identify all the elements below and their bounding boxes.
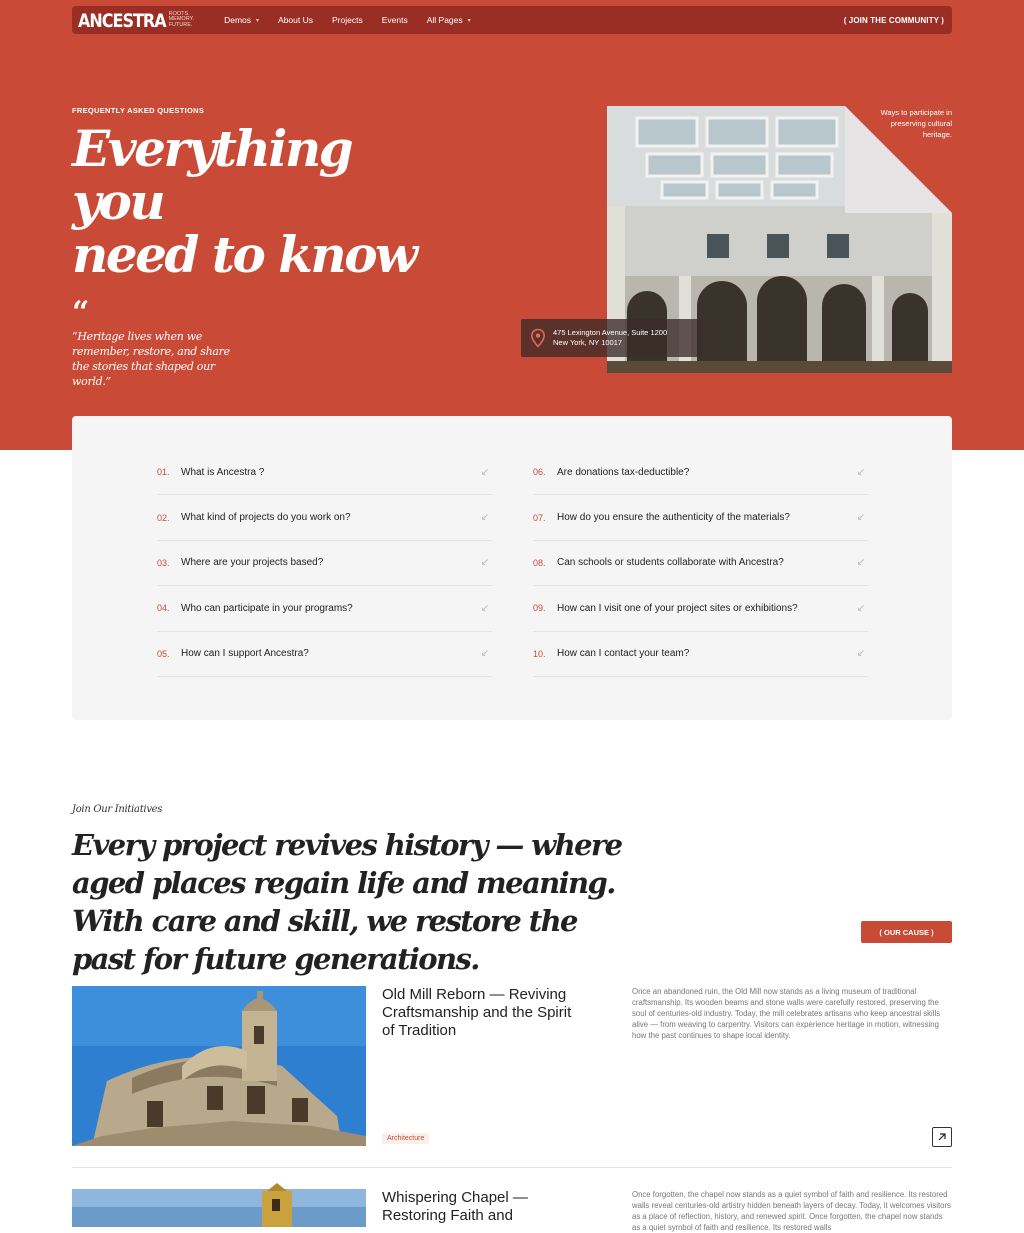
project-image-old-mill[interactable]: [72, 986, 366, 1146]
project-description: Once forgotten, the chapel now stands as a quiet symbol of faith and resilience. Its restored walls reveal centuries-old artistry hidden beneath layers of decay. Today, it welcomes visitors as a place of reflection, history, and renewed spirit. Once forgotten, the chapel now stands as a quiet symbol of faith and resilience. Its restored walls: [632, 1190, 951, 1232]
project-image-chapel[interactable]: [72, 1189, 366, 1227]
join-community-button[interactable]: ( JOIN THE COMMUNITY ): [843, 15, 944, 25]
faq-column-right: [533, 450, 868, 677]
top-nav: [72, 6, 952, 34]
arrow-down-left-icon: ↙: [480, 466, 490, 478]
arrow-down-left-icon: ↙: [480, 512, 490, 524]
title-line: Everything you: [72, 119, 352, 231]
tagline-line: ROOTS.: [168, 10, 190, 17]
faq-item[interactable]: [157, 450, 492, 495]
nav-item-label: Demos: [224, 15, 252, 25]
tagline-line: MEMORY.: [168, 16, 195, 23]
faq-number: 08.: [533, 557, 546, 568]
logo-wordmark: ANCESTRA: [78, 9, 166, 31]
initiatives-eyebrow: Join Our Initiatives: [72, 804, 163, 815]
faq-item[interactable]: [533, 495, 868, 540]
chevron-down-icon: ▾: [467, 17, 471, 24]
page-title: [72, 119, 432, 284]
nav-item-events[interactable]: [382, 15, 408, 25]
nav-item-label: Projects: [332, 15, 363, 25]
faq-question: What kind of projects do you work on?: [181, 512, 351, 524]
nav-item-demos[interactable]: [224, 15, 259, 25]
initiatives-heading: Every project revives history — where aged places regain life and meaning. With care and skill, we restore the past for future generations.: [72, 828, 622, 976]
our-cause-button[interactable]: ( OUR CAUSE ): [861, 921, 952, 943]
faq-number: 07.: [533, 512, 546, 523]
faq-question: Where are your projects based?: [181, 557, 324, 569]
nav-item-about-us[interactable]: [278, 15, 313, 25]
nav-item-all-pages[interactable]: [427, 15, 471, 25]
address-text: [553, 328, 667, 348]
faq-number: 09.: [533, 603, 546, 614]
nav-item-label: About Us: [278, 15, 313, 25]
project-description: Once an abandoned ruin, the Old Mill now stands as a living museum of traditional craftsmanship. Its wooden beams and stone walls were carefully restored, preserving the soul of centuries-old industry. Today, the mill celebrates artisans who keep ancestral skills alive — from weaving to carpentry. Visitors can experience heritage in motion, witnessing how the past continues to shape local identity.: [632, 987, 941, 1040]
faq-question: How can I contact your team?: [557, 648, 690, 660]
faq-question: Who can participate in your programs?: [181, 602, 353, 614]
faq-item[interactable]: [533, 632, 868, 677]
faq-item[interactable]: [533, 586, 868, 631]
faq-number: 01.: [157, 467, 170, 478]
faq-question: What is Ancestra ?: [181, 466, 265, 478]
faq-question: How can I visit one of your project sites or exhibitions?: [557, 602, 798, 614]
address-line: New York, NY 10017: [553, 338, 623, 347]
quote-icon: “: [72, 295, 90, 330]
hero-eyebrow: FREQUENTLY ASKED QUESTIONS: [72, 106, 205, 115]
nav-item-label: All Pages: [426, 15, 463, 25]
arrow-down-left-icon: ↙: [856, 648, 866, 660]
project-title[interactable]: Whispering Chapel — Restoring Faith and: [382, 1189, 528, 1224]
title-line: need to know: [72, 225, 416, 284]
faq-number: 02.: [157, 512, 170, 523]
faq-number: 03.: [157, 557, 170, 568]
nav-item-label: Events: [381, 15, 408, 25]
project-title[interactable]: Old Mill Reborn — Reviving Craftsmanship and the Spirit of Tradition: [382, 986, 572, 1039]
faq-number: 06.: [533, 467, 546, 478]
arrow-down-left-icon: ↙: [480, 602, 490, 614]
hero-quote: “Heritage lives when we remember, restore, and share the stories that shaped our world.”: [72, 330, 230, 388]
nav-links: [224, 15, 471, 25]
location-pin-icon: [531, 329, 545, 347]
faq-item[interactable]: [157, 495, 492, 540]
faq-item[interactable]: [533, 541, 868, 586]
faq-question: Can schools or students collaborate with Ancestra?: [557, 557, 784, 569]
nav-item-projects[interactable]: [332, 15, 363, 25]
faq-question: How can I support Ancestra?: [181, 648, 309, 660]
arrow-down-left-icon: ↙: [856, 602, 866, 614]
hero-side-note: Ways to participate in preserving cultural heritage.: [880, 108, 952, 139]
faq-number: 05.: [157, 648, 170, 659]
faq-question: Are donations tax-deductible?: [557, 466, 690, 478]
divider: [72, 1167, 952, 1168]
faq-number: 10.: [533, 648, 546, 659]
arrow-up-right-glyph: [937, 1132, 947, 1142]
faq-item[interactable]: [533, 450, 868, 495]
arrow-down-left-icon: ↙: [480, 648, 490, 660]
arrow-down-left-icon: ↙: [856, 466, 866, 478]
category-tag[interactable]: Architecture: [382, 1133, 429, 1144]
arrow-down-left-icon: ↙: [856, 512, 866, 524]
arrow-down-left-icon: ↙: [856, 557, 866, 569]
faq-item[interactable]: [157, 586, 492, 631]
arrow-up-right-icon[interactable]: [932, 1127, 952, 1147]
faq-item[interactable]: [157, 632, 492, 677]
faq-item[interactable]: [157, 541, 492, 586]
arrow-down-left-icon: ↙: [480, 557, 490, 569]
faq-number: 04.: [157, 603, 170, 614]
logo[interactable]: [78, 11, 194, 30]
address-badge: [521, 319, 702, 357]
tagline-line: FUTURE.: [168, 21, 193, 28]
logo-tagline: [169, 12, 194, 29]
faq-question: How do you ensure the authenticity of the materials?: [557, 512, 790, 524]
chevron-down-icon: ▾: [256, 17, 260, 24]
address-line: 475 Lexington Avenue, Suite 1200: [553, 328, 668, 337]
faq-column-left: [157, 450, 492, 677]
